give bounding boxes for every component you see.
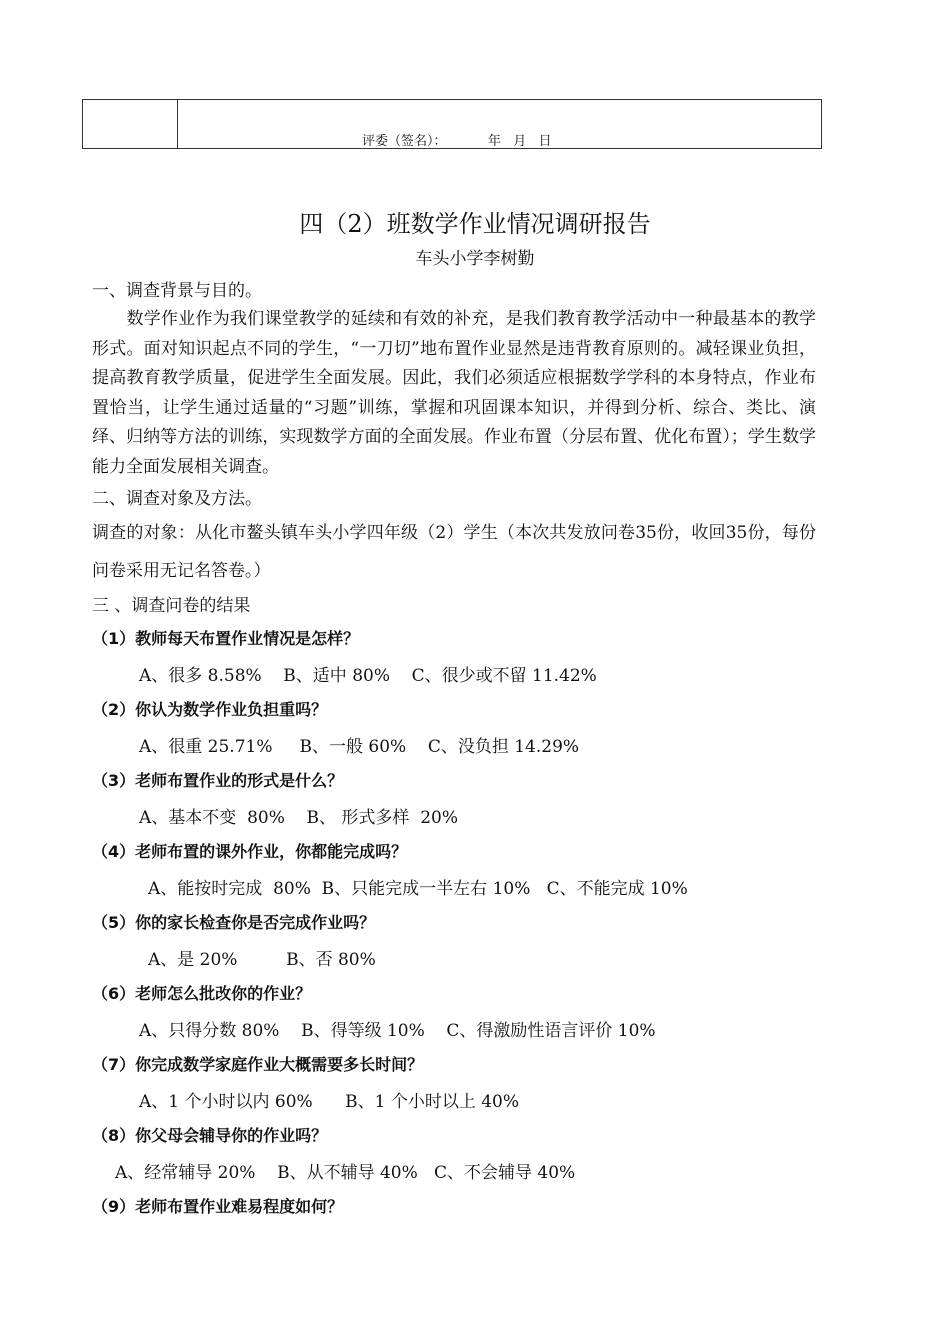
answer-7: A、1 个小时以内 60% B、1 个小时以上 40% [139, 1092, 520, 1112]
section-2-heading: 二、调查对象及方法。 [92, 489, 262, 509]
answer-8: A、经常辅导 20% B、从不辅导 40% C、不会辅导 40% [115, 1163, 576, 1183]
signature-line [362, 130, 552, 149]
section-2-paragraph: 调查的对象：从化市鳌头镇车头小学四年级（2）学生（本次共发放问卷35份，收回35份，每份问卷采用无记名答卷。） [92, 523, 816, 581]
question-4: （4）老师布置的课外作业，你都能完成吗？ [92, 842, 408, 861]
answer-2: A、很重 25.71% B、一般 60% C、没负担 14.29% [139, 737, 580, 757]
answer-5: A、是 20% B、否 80% [148, 950, 376, 970]
question-9: （9）老师布置作业难易程度如何？ [92, 1197, 344, 1216]
answer-4: A、能按时完成 80% B、只能完成一半左右 10% C、不能完成 10% [148, 879, 688, 899]
report-title: 四（2）班数学作业情况调研报告 [299, 210, 651, 238]
judge-signature-label: 评委（签名）： [362, 134, 447, 149]
section-1-paragraph: 数学作业作为我们课堂教学的延续和有效的补充，是我们教育教学活动中一种最基本的教学形式。面对知识起点不同的学生，“一刀切”地布置作业显然是违背教育原则的。减轻课业负担，提高教育教学质量，促进学生全面发展。因此，我们必须适应根据数学学科的本身特点，作业布置恰当，让学生通过适量的“习题”训练，掌握和巩固课本知识，并得到分析、综合、类比、演绎、归纳等方法的训练，实现数学方面的全面发展。作业布置（分层布置、优化布置）；学生数学能力全面发展相关调查。 [92, 309, 816, 477]
question-3: （3）老师布置作业的形式是什么？ [92, 771, 344, 790]
section-3-heading: 三 、调查问卷的结果 [92, 596, 251, 616]
table-column-divider [177, 100, 178, 148]
question-6: （6）老师怎么批改你的作业？ [92, 984, 312, 1003]
question-7: （7）你完成数学家庭作业大概需要多长时间？ [92, 1055, 424, 1074]
answer-1: A、很多 8.58% B、适中 80% C、很少或不留 11.42% [139, 666, 597, 686]
answer-3: A、基本不变 80% B、 形式多样 20% [139, 808, 458, 828]
report-author: 车头小学李树勤 [415, 249, 535, 269]
answer-6: A、只得分数 80% B、得等级 10% C、得激励性语言评价 10% [139, 1021, 656, 1041]
question-2: （2）你认为数学作业负担重吗？ [92, 700, 328, 719]
section-1-heading: 一、调查背景与目的。 [92, 281, 262, 301]
question-8: （8）你父母会辅导你的作业吗？ [92, 1126, 328, 1145]
question-5: （5）你的家长检查你是否完成作业吗？ [92, 913, 376, 932]
question-1: （1）教师每天布置作业情况是怎样？ [92, 629, 360, 648]
date-label: 年 月 日 [487, 134, 552, 149]
